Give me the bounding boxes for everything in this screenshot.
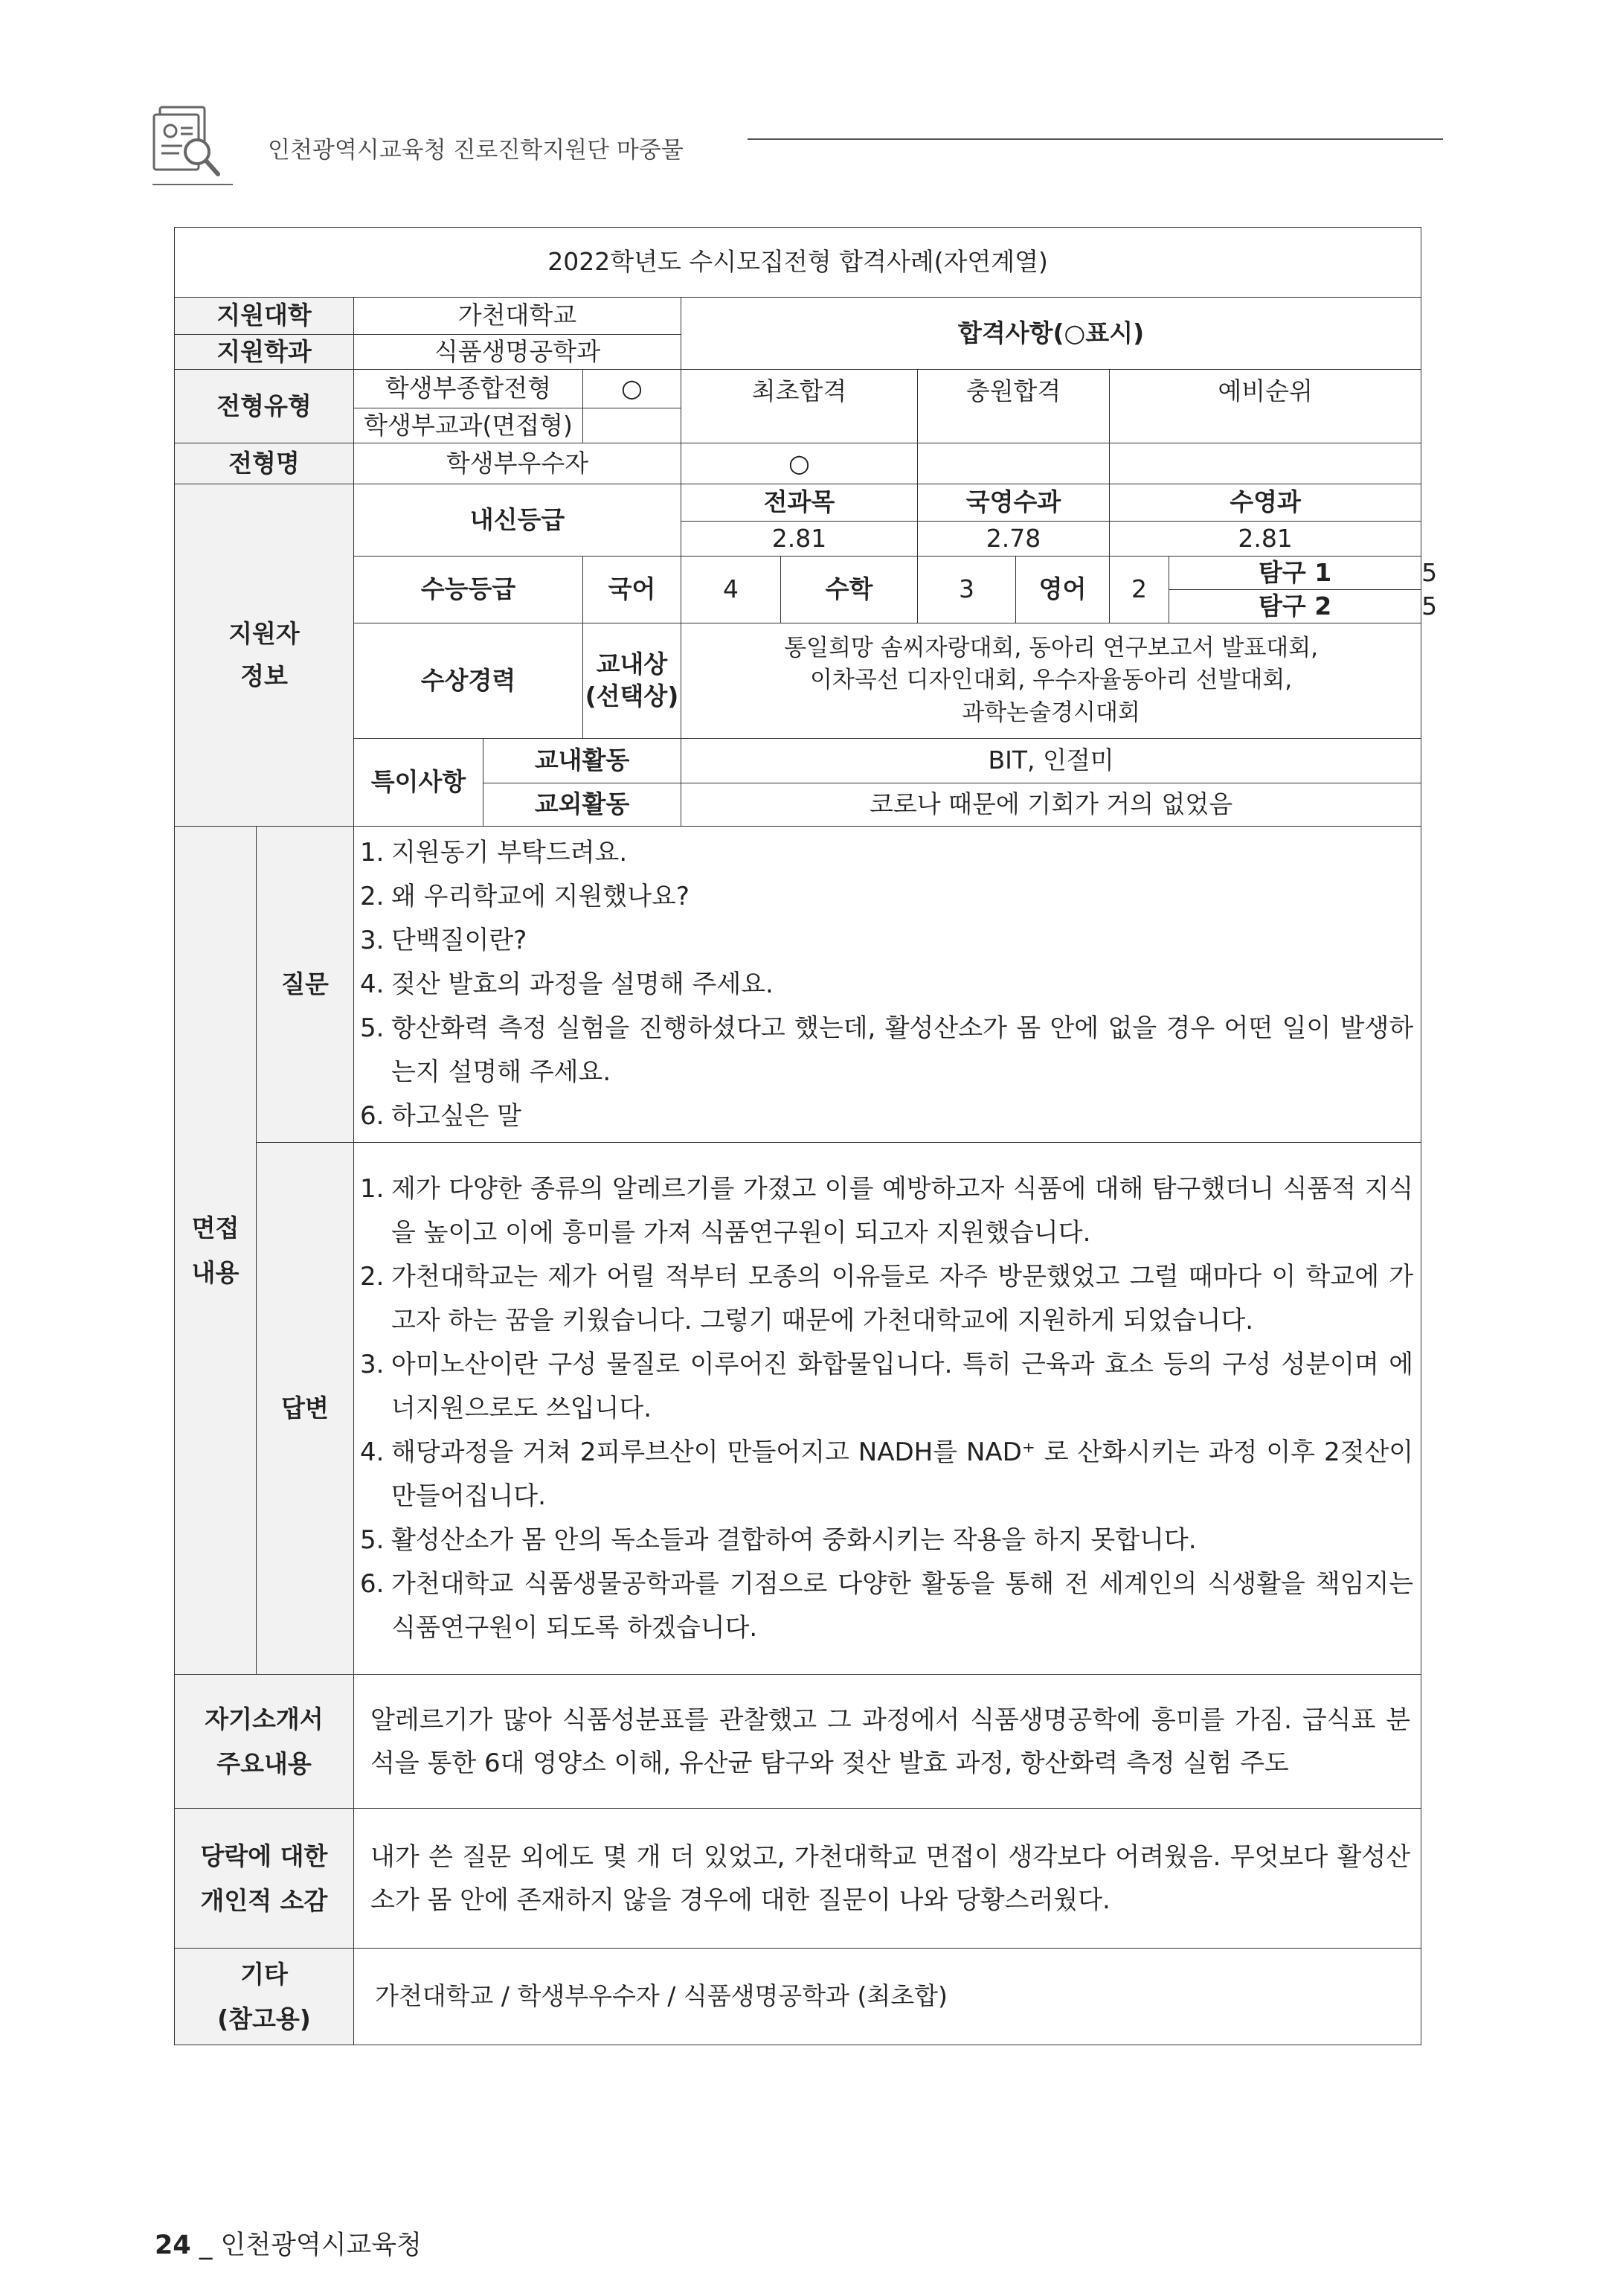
label-inquiry1: 탐구 1 — [1169, 557, 1421, 590]
csat-math-value: 3 — [918, 557, 1016, 623]
document-search-icon — [152, 104, 233, 186]
answer-item: 2. 가천대학교는 제가 어릴 적부터 모종의 이유들로 자주 방문했었고 그럴 때마다 이 학교에 가고자 하는 꿈을 키웠습니다. 그렇기 때문에 가천대학교에 지원하게 되었습니다. — [360, 1261, 1414, 1335]
label-school-award-main: 교내상 — [596, 650, 668, 679]
out-school-value: 코로나 때문에 기회가 거의 없었음 — [681, 783, 1421, 827]
table-caption: 2022학년도 수시모집전형 합격사례(자연계열) — [175, 228, 1421, 298]
label-admission-type: 전형유형 — [175, 370, 354, 443]
header-title: 인천광역시교육청 진로진학지원단 마중물 — [268, 137, 684, 164]
admission-name-value: 학생부우수자 — [354, 443, 681, 484]
result-col-first: 최초합격 — [681, 370, 918, 443]
admission-option-mark: ○ — [583, 370, 681, 408]
university-value: 가천대학교 — [354, 298, 681, 335]
question-item: 2. 왜 우리학교에 지원했나요? — [360, 881, 690, 911]
label-school-grade: 내신등급 — [354, 484, 681, 557]
awards-list — [681, 623, 1421, 739]
label-applicant-info: 지원자 정보 — [175, 484, 354, 827]
awards-line: 과학논술경시대회 — [962, 699, 1140, 726]
label-out-school: 교외활동 — [483, 783, 681, 827]
awards-line: 통일희망 솜씨자랑대회, 동아리 연구보고서 발표대회, — [784, 634, 1319, 661]
header-rule — [748, 138, 1443, 140]
answer-list — [354, 1167, 1421, 1650]
result-mark-first: ○ — [681, 443, 918, 484]
answer-item: 4. 해당과정을 거쳐 2피루브산이 만들어지고 NADH를 NAD⁺ 로 산화시키는 과정 이후 2젖산이 만들어집니다. — [360, 1437, 1414, 1511]
footer-separator: _ — [199, 2231, 213, 2260]
label-etc: 기타 (참고용) — [175, 1949, 354, 2045]
question-item: 3. 단백질이란? — [360, 925, 527, 955]
question-item: 5. 항산화력 측정 실험을 진행하셨다고 했는데, 활성산소가 몸 안에 없을 경우 어떤 일이 발생하는지 설명해 주세요. — [360, 1013, 1414, 1087]
in-school-value: BIT, 인절미 — [681, 739, 1421, 783]
result-col-waitlist: 충원합격 — [918, 370, 1110, 443]
label-awards: 수상경력 — [354, 623, 583, 739]
answer-item: 6. 가천대학교 식품생물공학과를 기점으로 다양한 활동을 통해 전 세계인의 식생활을 책임지는 식품연구원이 되도록 하겠습니다. — [360, 1568, 1414, 1643]
result-header: 합격사항(○표시) — [681, 298, 1421, 370]
self-intro-text: 알레르기가 많아 식품성분표를 관찰했고 그 과정에서 식품생명공학에 흥미를 가짐. 급식표 분석을 통한 6대 영양소 이해, 유산균 탐구와 젖산 발효 과정, 항산화력 측정 실험 주도 — [370, 1705, 1411, 1778]
page-number: 24 — [155, 2231, 191, 2260]
question-item: 6. 하고싶은 말 — [360, 1100, 522, 1131]
answer-item: 3. 아미노산이란 구성 물질로 이루어진 화합물입니다. 특히 근육과 효소 등의 구성 성분이며 에너지원으로도 쓰입니다. — [360, 1349, 1414, 1423]
grade-header: 수영과 — [1110, 484, 1421, 522]
result-mark-reserve — [1110, 443, 1421, 484]
label-impression: 당락에 대한 개인적 소감 — [175, 1809, 354, 1949]
label-self-intro: 자기소개서 주요내용 — [175, 1675, 354, 1809]
admission-case-table: 2022학년도 수시모집전형 합격사례(자연계열) 지원대학 가천대학교 합격사항(○표시) 지원학과 식품생명공학과 전형유형 학생부종합전형 ○ 최초합격 충원합격 예비순위 학생부교과(면접형) 전형명 학생부우수자 ○ 지원자 정보 내신등급 전과목 국영수과 수영과 2.81 2.78 2.81 수능등급 국어 4 수학 3 영어 2 탐구 1 5 탐구 2 5 수상경력 교내상 (선택상) 통일희망 솜씨자랑대회, 동아리 연구보고서 발표대회, 이차곡선 디자인대회, 우수자율동아리 선발대회, 과학논술경시대회 특이사항 교내활동 BIT, 인절미 교외활동 코로나 때문에 기회가 거의 없었음 면접 내용 질문 1. 지원동기 부탁드려요. 2. 왜 우리학교에 지원했나요? 3. 단백질이란? 4. 젖산 발효의 과정을 설명해 주세요. 5. 항산화력 측정 실험을 진행하셨다고 했는데, 활성산소가 몸 안에 없을 경우 어떤 일이 발생하는지 설명해 주세요. 6. 하고싶은 말 답변 1. 제가 다양한 종류의 알레르기를 가졌고 이를 예방하고자 식품에 대해 탐구했더니 식품적 지식을 높이고 이에 흥미를 가져 식품연구원이 되고자 지원했습니다. 2. 가천대학교는 제가 어릴 적부터 모종의 이유들로 자주 방문했었고 그럴 때마다 이 학교에 가고자 하는 꿈을 키웠습니다. 그렇기 때문에 가천대학교에 지원하게 되었습니다. 3. 아미노산이란 구성 물질로 이루어진 화합물입니다. 특히 근육과 효소 등의 구성 성분이며 에너지원으로도 쓰입니다. 4. 해당과정을 거쳐 2피루브산이 만들어지고 NADH를 NAD⁺ 로 산화시키는 과정 이후 2젖산이 만들어집니다. 5. 활성산소가 몸 안의 독소들과 결합하여 중화시키는 작용을 하지 못합니다. 6. 가천대학교 식품생물공학과를 기점으로 다양한 활동을 통해 전 세계인의 식생활을 책임지는 식품연구원이 되도록 하겠습니다. 자기소개서 주요내용 알레르기가 많아 식품성분표를 관찰했고 그 과정에서 식품생명공학에 흥미를 가짐. 급식표 분석을 통한 6대 영양소 이해, 유산균 탐구와 젖산 발효 과정, 항산화력 측정 실험 주도 당락에 대한 개인적 소감 내가 쓴 질문 외에도 몇 개 더 있었고, 가천대학교 면접이 생각보다 어려웠음. 무엇보다 활성산소가 몸 안에 존재하지 않을 경우에 대한 질문이 나와 당황스러웠다. 기타 (참고용) 가천대학교 / 학생부우수자 / 식품생명공학과 (최초합) — [174, 227, 1421, 2045]
answer-item: 5. 활성산소가 몸 안의 독소들과 결합하여 중화시키는 작용을 하지 못합니다. — [360, 1524, 1197, 1555]
page-header — [152, 104, 1447, 186]
impression-text: 내가 쓴 질문 외에도 몇 개 더 있었고, 가천대학교 면접이 생각보다 어려웠음. 무엇보다 활성산소가 몸 안에 존재하지 않을 경우에 대한 질문이 나와 당황스러웠다. — [370, 1841, 1411, 1915]
label-interview: 면접 내용 — [175, 827, 257, 1675]
label-english: 영어 — [1016, 557, 1110, 623]
grade-value: 2.78 — [918, 522, 1110, 557]
label-korean: 국어 — [583, 557, 681, 623]
label-school-award-sub: (선택상) — [585, 682, 679, 711]
result-col-reserve: 예비순위 — [1110, 370, 1421, 443]
impression-cell — [354, 1809, 1421, 1949]
footer-org: 인천광역시교육청 — [220, 2231, 422, 2260]
question-item: 1. 지원동기 부탁드려요. — [360, 837, 628, 868]
awards-line: 이차곡선 디자인대회, 우수자율동아리 선발대회, — [809, 667, 1293, 694]
label-university: 지원대학 — [175, 298, 354, 335]
label-school-award — [583, 623, 681, 739]
label-admission-name: 전형명 — [175, 443, 354, 484]
admission-option-name: 학생부교과(면접형) — [354, 408, 583, 443]
self-intro-cell — [354, 1675, 1421, 1809]
csat-english-value: 2 — [1110, 557, 1169, 623]
csat-korean-value: 4 — [681, 557, 781, 623]
admission-option-name: 학생부종합전형 — [354, 370, 583, 408]
label-math: 수학 — [781, 557, 918, 623]
grade-header: 전과목 — [681, 484, 918, 522]
grade-value: 2.81 — [1110, 522, 1421, 557]
admission-option-mark — [583, 408, 681, 443]
label-csat-grade: 수능등급 — [354, 557, 583, 623]
label-inquiry2: 탐구 2 — [1169, 590, 1421, 623]
question-list — [354, 831, 1421, 1138]
label-answer: 답변 — [257, 1143, 354, 1675]
label-question: 질문 — [257, 827, 354, 1143]
label-special-notes: 특이사항 — [354, 739, 483, 827]
questions-cell — [354, 827, 1421, 1143]
grade-value: 2.81 — [681, 522, 918, 557]
grade-header: 국영수과 — [918, 484, 1110, 522]
answer-item: 1. 제가 다양한 종류의 알레르기를 가졌고 이를 예방하고자 식품에 대해 탐구했더니 식품적 지식을 높이고 이에 흥미를 가져 식품연구원이 되고자 지원했습니다. — [360, 1173, 1414, 1248]
department-value: 식품생명공학과 — [354, 335, 681, 370]
answers-cell — [354, 1143, 1421, 1675]
label-in-school: 교내활동 — [483, 739, 681, 783]
question-item: 4. 젖산 발효의 과정을 설명해 주세요. — [360, 969, 774, 999]
page-footer — [155, 2225, 422, 2262]
label-department: 지원학과 — [175, 335, 354, 370]
result-mark-waitlist — [918, 443, 1110, 484]
etc-value: 가천대학교 / 학생부우수자 / 식품생명공학과 (최초합) — [354, 1949, 1421, 2045]
